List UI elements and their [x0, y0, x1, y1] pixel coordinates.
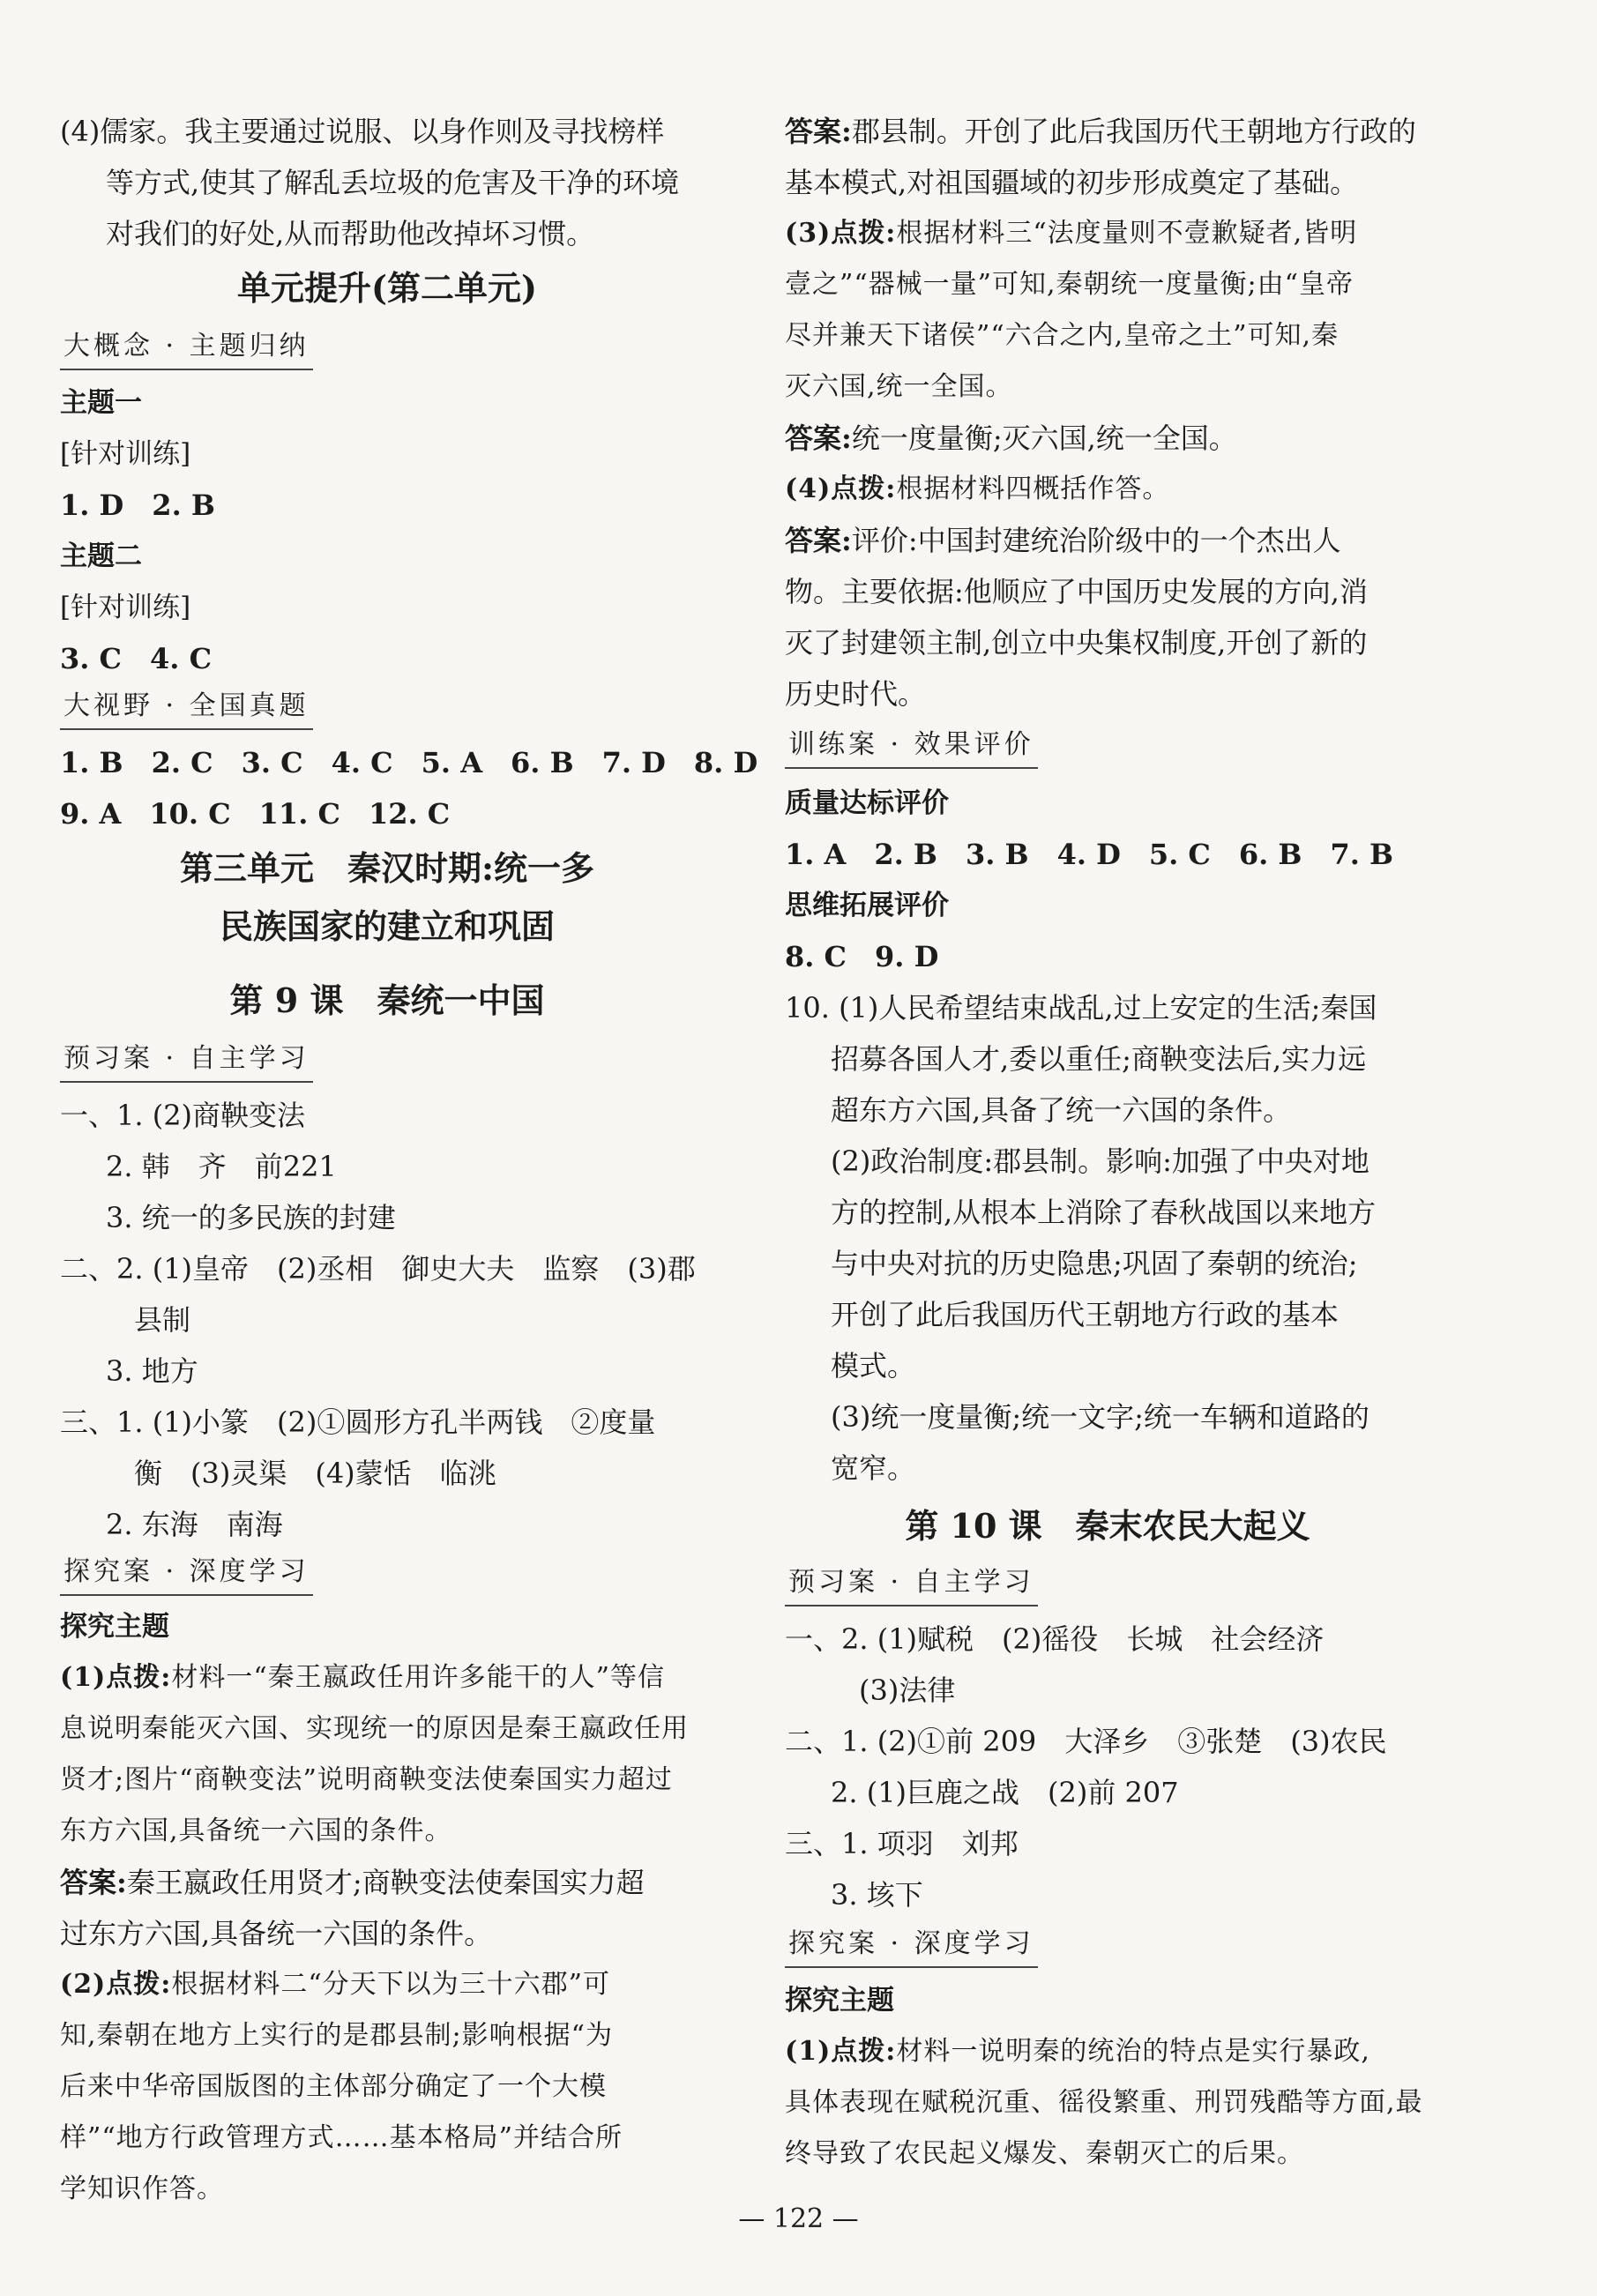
text-line: 二、1. (2)①前 209 大泽乡 ③张楚 (3)农民 [785, 1725, 1387, 1758]
text-line: 3. 地方 [106, 1354, 198, 1388]
text-line: 宽窄。 [831, 1451, 916, 1485]
hint-line: (1)点拨:材料一“秦王嬴政任用许多能干的人”等信 [60, 1662, 666, 1693]
text-line: (2)政治制度:郡县制。影响:加强了中央对地 [831, 1144, 1369, 1178]
text-line: (4)儒家。我主要通过说服、以身作则及寻找榜样 [60, 115, 665, 148]
hint-line: 后来中华帝国版图的主体部分确定了一个大模 [60, 2071, 607, 2102]
section-label: 训练案 · 效果评价 [785, 723, 1038, 769]
text-line: 灭了封建领主制,创立中央集权制度,开创了新的 [785, 626, 1368, 660]
text-line: 超东方六国,具备了统一六国的条件。 [831, 1093, 1292, 1127]
answer-line: 答案:郡县制。开创了此后我国历代王朝地方行政的 [785, 115, 1416, 148]
text-line: 2. 韩 齐 前221 [106, 1150, 337, 1183]
text-line: 一、1. (2)商鞅变法 [60, 1099, 306, 1132]
hint-line: 东方六国,具备统一六国的条件。 [60, 1815, 452, 1846]
hint-line: 尽并兼天下诸侯”“六合之内,皇帝之土”可知,秦 [785, 320, 1340, 351]
hint-line: 灭六国,统一全国。 [785, 371, 1013, 402]
topic-heading: 主题二 [60, 540, 142, 572]
hint-line: (4)点拨:根据材料四概括作答。 [785, 473, 1170, 504]
text-line: 三、1. (1)小篆 (2)①圆形方孔半两钱 ②度量 [60, 1405, 656, 1439]
answer-line: 1. B 2. C 3. C 4. C 5. A 6. B 7. D 8. D [60, 746, 758, 779]
answer-line: 答案:统一度量衡;灭六国,统一全国。 [785, 421, 1237, 455]
text-line: 10. (1)人民希望结束战乱,过上安定的生活;秦国 [785, 991, 1377, 1025]
hint-line: (1)点拨:材料一说明秦的统治的特点是实行暴政, [785, 2036, 1370, 2067]
topic-heading: 主题一 [60, 387, 142, 419]
hint-line: 知,秦朝在地方上实行的是郡县制;影响根据“为 [60, 2020, 613, 2051]
answer-line: 答案:秦王嬴政任用贤才;商鞅变法使秦国实力超 [60, 1866, 645, 1899]
lesson-heading: 第 9 课 秦统一中国 [229, 980, 545, 1020]
page-number: — 122 — [738, 2203, 859, 2234]
text-line: 等方式,使其了解乱丢垃圾的危害及干净的环境 [106, 166, 680, 199]
section-label: 预习案 · 自主学习 [60, 1037, 313, 1083]
topic-heading: 探究主题 [785, 1985, 894, 2016]
section-label: 大视野 · 全国真题 [60, 684, 313, 730]
lesson-heading: 第 10 课 秦末农民大起义 [905, 1506, 1310, 1546]
hint-line: 样”“地方行政管理方式……基本格局”并结合所 [60, 2122, 623, 2153]
text-line: 2. (1)巨鹿之战 (2)前 207 [831, 1776, 1179, 1809]
text-line: 三、1. 项羽 刘邦 [785, 1827, 1019, 1860]
text-line: 基本模式,对祖国疆域的初步形成奠定了基础。 [785, 166, 1359, 199]
section-label: 大概念 · 主题归纳 [60, 324, 313, 370]
text-line: 历史时代。 [785, 677, 927, 711]
unit-heading: 民族国家的建立和巩固 [219, 906, 555, 946]
answer-line: 过东方六国,具备统一六国的条件。 [60, 1917, 493, 1950]
text-line: 二、2. (1)皇帝 (2)丞相 御史大夫 监察 (3)郡 [60, 1252, 696, 1286]
text-line: 3. 统一的多民族的封建 [106, 1201, 396, 1234]
text-line: 县制 [134, 1303, 191, 1337]
hint-line: 壹之”“器械一量”可知,秦朝统一度量衡;由“皇帝 [785, 269, 1354, 300]
answer-line: 8. C 9. D [785, 940, 939, 973]
hint-line: (3)点拨:根据材料三“法度量则不壹歉疑者,皆明 [785, 218, 1358, 249]
answer-line: 答案:评价:中国封建统治阶级中的一个杰出人 [785, 524, 1341, 557]
hint-line: 学知识作答。 [60, 2173, 224, 2204]
text-line: 与中央对抗的历史隐患;巩固了秦朝的统治; [831, 1247, 1358, 1280]
text-line: 物。主要依据:他顺应了中国历史发展的方向,消 [785, 575, 1368, 608]
text-line: 2. 东海 南海 [106, 1508, 283, 1541]
hint-line: 终导致了农民起义爆发、秦朝灭亡的后果。 [785, 2138, 1304, 2169]
text-line: (3)统一度量衡;统一文字;统一车辆和道路的 [831, 1400, 1369, 1434]
topic-heading: 探究主题 [60, 1611, 169, 1643]
topic-heading: 思维拓展评价 [785, 890, 949, 921]
unit-review-heading: 单元提升(第二单元) [237, 268, 537, 308]
hint-line: 具体表现在赋税沉重、徭役繁重、刑罚残酷等方面,最 [785, 2087, 1423, 2118]
bracket-label: [针对训练] [60, 438, 191, 470]
section-label: 探究案 · 深度学习 [60, 1550, 313, 1596]
text-line: 方的控制,从根本上消除了春秋战国以来地方 [831, 1196, 1377, 1229]
answer-line: 3. C 4. C [60, 642, 213, 675]
answer-line: 9. A 10. C 11. C 12. C [60, 797, 451, 831]
hint-line: 息说明秦能灭六国、实现统一的原因是秦王嬴政任用 [60, 1713, 689, 1744]
bracket-label: [针对训练] [60, 592, 191, 623]
section-label: 预习案 · 自主学习 [785, 1561, 1038, 1606]
text-line: 对我们的好处,从而帮助他改掉坏习惯。 [106, 217, 595, 250]
topic-heading: 质量达标评价 [785, 787, 949, 819]
text-line: 招募各国人才,委以重任;商鞅变法后,实力远 [831, 1042, 1367, 1076]
text-line: 3. 垓下 [831, 1878, 923, 1912]
text-line: 衡 (3)灵渠 (4)蒙恬 临洮 [134, 1457, 496, 1490]
unit-heading: 第三单元 秦汉时期:统一多 [179, 848, 595, 888]
answer-line: 1. D 2. B [60, 488, 215, 522]
text-line: 一、2. (1)赋税 (2)徭役 长城 社会经济 [785, 1622, 1325, 1656]
text-line: (3)法律 [859, 1674, 956, 1707]
answer-line: 1. A 2. B 3. B 4. D 5. C 6. B 7. B [785, 838, 1394, 871]
text-line: 开创了此后我国历代王朝地方行政的基本 [831, 1298, 1340, 1331]
hint-line: (2)点拨:根据材料二“分天下以为三十六郡”可 [60, 1969, 611, 2000]
section-label: 探究案 · 深度学习 [785, 1922, 1038, 1968]
hint-line: 贤才;图片“商鞅变法”说明商鞅变法使秦国实力超过 [60, 1764, 673, 1795]
text-line: 模式。 [831, 1349, 916, 1383]
